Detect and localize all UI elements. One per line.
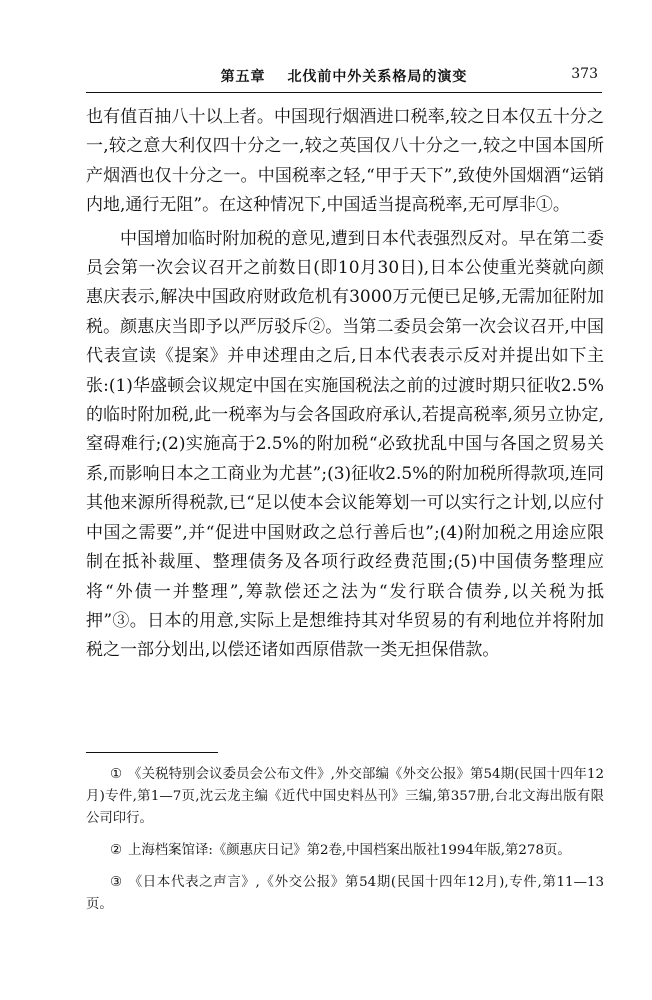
main-text xyxy=(86,103,604,666)
chapter-title: 北伐前中外关系格局的演变 xyxy=(287,69,468,85)
footnote-marker: ③ xyxy=(110,875,123,890)
paragraph-continued: 也有值百抽八十以上者。中国现行烟酒进口税率,较之日本仅五十分之一,较之意大利仅四十分之一,较之英国仅八十分之一,较之中国本国所产烟酒也仅十分之一。中国税率之轻,“甲于天下”,致使外国烟酒“运销内地,通行无阻”。在这种情况下,中国适当提高税率,无可厚非①。 xyxy=(86,107,604,216)
footnote-text: 《日本代表之声言》,《外交公报》第54期(民国十四年12月),专件,第11—13页。 xyxy=(86,875,605,912)
page-number: 373 xyxy=(571,66,598,82)
paragraph: 中国增加临时附加税的意见,遭到日本代表强烈反对。早在第二委员会第一次会议召开之前数日(即10月30日),日本公使重光葵就向颜惠庆表示,解决中国政府财政危机有3000万元便已足够,无需加征附加税。颜惠庆当即予以严厉驳斥②。当第二委员会第一次会议召开,中国代表宣读《提案》并申述理由之后,日本代表表示反对并提出如下主张:(1)华盛顿会议规定中国在实施国税法之前的过渡时期只征收2.5%的临时附加税,此一税率为与会各国政府承认,若提高税率,须另立协定,窒碍难行;(2)实施高于2.5%的附加税“必致扰乱中国与各国之贸易关系,而影响日本之工商业为尤甚”;(3)征收2.5%的附加税所得款项,连同其他来源所得税款,已“足以使本会议能筹划一可以实行之计划,以应付中国之需要”,并“促进中国财政之总行善后也”;(4)附加税之用途应限制在抵补裁厘、整理债务及各项行政经费范围;(5)中国债务整理应将“外债一并整理”,筹款偿还之法为“发行联合债券,以关税为抵押”③。日本的用意,实际上是想维持其对华贸易的有利地位并将附加税之一部分划出,以偿还诸如西原借款一类无担保借款。 xyxy=(86,228,604,661)
chapter-label: 第五章 xyxy=(220,69,266,85)
footnote-item xyxy=(86,764,604,830)
footnotes xyxy=(86,764,604,926)
footnote-text: 《关税特别会议委员会公布文件》,外交部编《外交公报》第54期(民国十四年12月)专件,第1—7页,沈云龙主编《近代中国史料丛刊》三编,第357册,台北文海出版有限公司印行。 xyxy=(86,767,604,826)
footnote-text: 上海档案馆译:《颜惠庆日记》第2卷,中国档案出版社1994年版,第278页。 xyxy=(128,843,571,858)
footnote-marker: ① xyxy=(110,767,123,782)
running-header xyxy=(86,58,602,93)
footnote-marker: ② xyxy=(110,843,123,858)
footnote-item xyxy=(86,840,604,862)
footnote-divider xyxy=(86,752,218,753)
header-title-line xyxy=(86,66,602,86)
footnote-item xyxy=(86,872,604,916)
